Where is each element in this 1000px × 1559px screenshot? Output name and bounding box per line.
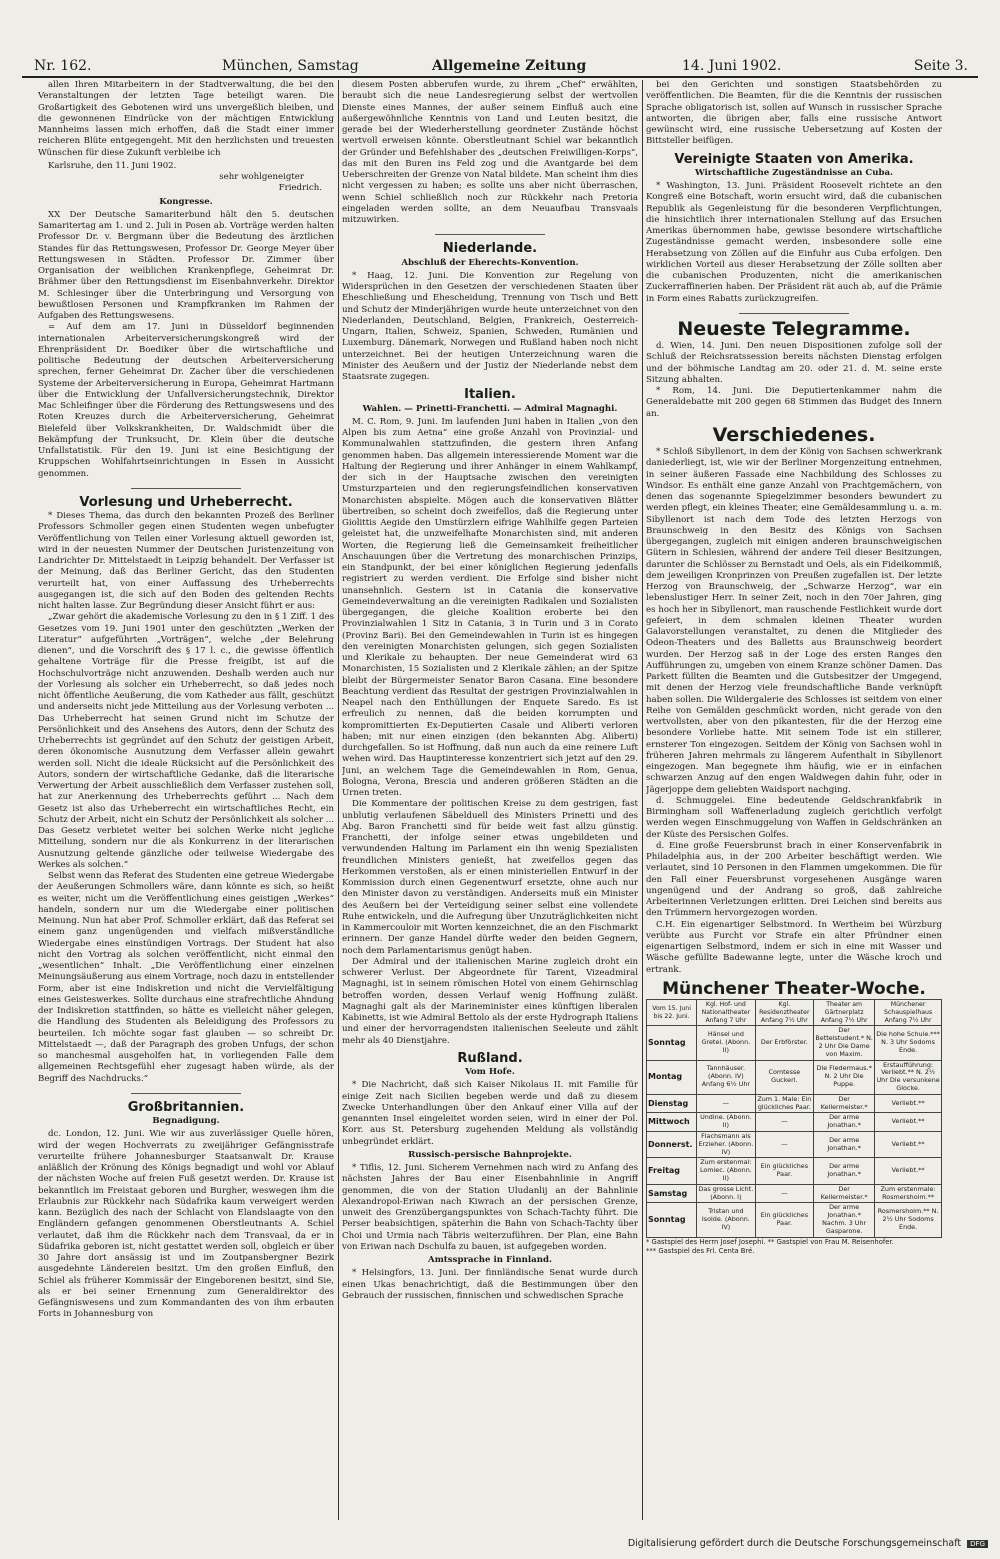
table-cell: Ein glückliches Paar. (755, 1158, 814, 1184)
section-subheading: Wirtschaftliche Zugeständnisse an Cuba. (694, 167, 894, 178)
section-heading: Vorlesung und Urheberrecht. (79, 494, 293, 510)
table-footnote: * Gastspiel des Herrn Josef Josephi. ** Gastspiel von Frau M. Reisenhofer. (646, 1237, 894, 1246)
table-row (647, 1158, 942, 1184)
article-text: * Die Nachricht, daß sich Kaiser Nikolaus II. mit Familie für einige Zeit nach Sicilien begeben werde und daß zu diesem Zwecke Unterhandlungen über den Ankauf einer Villa auf der genannten Insel eingeleitet worden seien, wird in einer der Pol. Korr. aus St. Petersburg zugehenden Meldung als vollständig unbegründet erklärt. (342, 1080, 638, 1147)
article-text: XX Der Deutsche Samariterbund hält den 5. deutschen Samaritertag am 1. und 2. Juli in Posen ab. Vorträge werden halten Professor Dr. v. Bergmann über die Bedeutung des ärztlichen Standes für das Rettungswesen, Professor Dr. George Meyer über Rettungswesen in Städten. Professor Dr. Zimmer über Organisation der weiblichen Krankenpflege, Geheimrat Dr. Brähmer über den Rettungsdienst im Eisenbahnverkehr. Direktor M. Schlesinger über die Unterbringung und Versorgung von bewußtlosen Personen und Krampfkranken im Rahmen der Aufgaben des Rettungswesens. (38, 209, 334, 321)
day-cell: Samstag (647, 1184, 697, 1203)
article-text: * Dieses Thema, das durch den bekannten Prozeß des Berliner Professors Schmoller gegen einen Studenten wegen unbefugter Veröffentlichung von Teilen einer Vorlesung aktuell geworden ist, wird in der neuesten Nummer der Deutschen Juristenzeitung von Landrichter Dr. Mittelstaedt in Leipzig behandelt. Der Verfasser ist der Meinung, daß das Berliner Gericht, das den Studenten verurteilt hat, von einer Auffassung des Urheberrechts ausgegangen ist, die sich auf den Boden des geltenden Rechts nicht halten lasse. Zur Begründung dieser Ansicht führt er aus: (38, 511, 334, 611)
section-heading: Rußland. (457, 1050, 523, 1066)
table-cell: Der arme Jonathan.* Nachm. 3 Uhr Gasparone. (814, 1203, 875, 1237)
section-subheading: Vom Hofe. (465, 1067, 515, 1077)
section-heading: Neueste Telegramme. (677, 317, 911, 340)
table-cell: Tristan und Isolde. (Abonn. IV) (697, 1203, 755, 1237)
section-heading: Verschiedenes. (712, 423, 876, 446)
day-cell: Dienstag (647, 1094, 697, 1113)
article-text: * Haag, 12. Juni. Die Konvention zur Regelung von Widersprüchen in den Gesetzen der verschiedenen Staaten über Eheschließung und Ehescheidung, Trennung von Tisch und Bett und Schutz der Minderjährigen wurde heute unterzeichnet von den Niederlanden, Deutschland, Belgien, Frankreich, Oesterreich-Ungarn, Italien, Schweiz, Spanien, Schweden, Rumänien und Luxemburg. Dänemark, Norwegen und Rußland haben noch nicht unterzeichnet. Bei der heutigen Unterzeichnung waren die Minister des Aeußern und der Justiz der Niederlande nebst dem Staatsrate zugegen. (342, 270, 638, 382)
day-cell: Sonntag (647, 1026, 697, 1060)
table-cell: Comtesse Guckerl. (755, 1060, 814, 1094)
article-text: diesem Posten abberufen wurde, zu ihrem „Chef“ erwählten, beraubt sich die neue Landesregierung selbst der wertvollen Dienste eines Mannes, der außer seinem Einfluß auch eine außergewöhnliche Kenntnis von Land und Leuten besitzt, die gerade bei der Wiederherstellung geordneter Zustände höchst wertvoll erweisen könnte. Oberstleutnant Schiel war bekanntlich der Gründer und Befehlshaber des „deutschen Freiwilligen-Korps“, das mit den Buren ins Feld zog und die Avantgarde bei dem Ueberschreiten der Grenze von Natal bildete. Man scheint ihm dies nicht vergessen zu haben; es sollte uns aber nicht überraschen, wenn Schiel schließlich noch zur Rückkehr nach Pretoria eingeladen werden sollte, an dem Neuaufbau Transvaals mitzuwirken. (342, 80, 638, 225)
digitization-footer (628, 1538, 988, 1549)
column-header: Vom 15. Juni bis 22. Juni. (647, 1000, 697, 1026)
theater-title: Münchener Theater-Woche. (662, 978, 926, 999)
table-cell: Verliebt.** (875, 1094, 942, 1113)
day-cell: Montag (647, 1060, 697, 1094)
dfg-logo: DFG (967, 1540, 988, 1548)
table-cell: Der Kellermeister.* (814, 1094, 875, 1113)
table-footnote: *** Gastspiel des Frl. Centa Bré. (646, 1246, 755, 1255)
separator (131, 488, 241, 489)
article-text: d. Schmuggelei. Eine bedeutende Geldschrankfabrik in Birmingham soll Waffenerladung zugleich gerichtlich verfolgt werden wegen Einschmuggelung von Waffen in Geldschränken an der Küste des Persischen Golfes. (646, 795, 942, 840)
table-cell: — (697, 1094, 755, 1113)
column-1 (38, 80, 334, 1520)
article-text: d. Eine große Feuersbrunst brach in einer Konservenfabrik in Philadelphia aus, in der 200 Arbeiter beschäftigt werden. Wie verlautet, sind 10 Personen in den Flammen umgekommen. Die für den Fall einer Feuersbrunst vorgesehenen Ausgänge waren ungenügend und der Andrang so groß, daß zahlreiche Arbeiterinnen Verletzungen erlitten. Drei Leichen sind bereits aus den Trümmern hervorgezogen worden. (646, 840, 942, 919)
separator (435, 234, 545, 235)
table-cell: Undine. (Abonn. II) (697, 1113, 755, 1132)
table-row (647, 1131, 942, 1157)
table-cell: Die hohe Schule.*** N. 3 Uhr Sodoms Ende. (875, 1026, 942, 1060)
table-row (647, 1026, 942, 1060)
table-cell: Zum erstenmale: Rosmersholm.** (875, 1184, 942, 1203)
article-text: = Auf dem am 17. Juni in Düsseldorf beginnenden internationalen Arbeiterversicherungskongreß wird der Ehrenpräsident Dr. Boediker über die wirtschaftliche und politische Bedeutung der deutschen Arbeiterversicherung sprechen, ferner Geheimrat Dr. Zacher über die verschiedenen Systeme der Arbeiterversicherung in Europa, Geheimrat Hartmann über die Entwicklung der Unfallversicherungstechnik, Direktor Mac Schleifinger über die Förderung des Rettungswesens und des Roten Kreuzes durch die Arbeiterversicherung, Geheimrat Bielefeld über Volkskrankheiten, Dr. Waldschmidt über die Bekämpfung der Trunksucht, Dr. Klein über die deutsche Unfallstatistik. Für den 19. Juni ist eine Besichtigung der Kruppschen Wohlfahrtseinrichtungen in Essen in Aussicht genommen. (38, 322, 334, 479)
table-cell: Die Fledermaus.* N. 2 Uhr Die Puppe. (814, 1060, 875, 1094)
article-text: * Schloß Sibyllenort, in dem der König von Sachsen schwerkrank daniederliegt, ist, wie wir der Berliner Morgenzeitung entnehmen, in seiner äußeren Fassade eine Nachbildung des Schlosses zu Windsor. Es enthält eine ganze Anzahl von Prachtgemächern, von denen das sogenannte Spiegelzimmer besonders bewundert zu werden pflegt, ein kleines Theater, eine Gemäldesammlung u. a. m. Sibyllenort ist nach dem Tode des letzten Herzogs von Braunschweig in den Besitz des Königs von Sachsen übergegangen, zugleich mit einigen anderen braunschweigischen Gütern in Schlesien, während der andere Teil dieser Besitzungen, darunter die Schlösser zu Bernstadt und Oels, als ein Fideikommiß, dem jeweiligen Kronprinzen von Preußen zugefallen ist. Der letzte Herzog von Braunschweig, der „Schwarze Herzog“, war ein lebenslustiger Herr. In seiner Zeit, noch in den 70er Jahren, ging es hoch her in Sibyllenort, man rauschende Festlichkeit wurde dort gefeiert, in dem schmalen kleinen Theater wurden Galavorstellungen veranstaltet, zu denen die Mitglieder des Odeon-Theaters und des Balletts aus Braunschweig beordert wurden. Der Herzog saß in der Loge des ersten Ranges den Aufführungen zu, umgeben von einem Kranze schöner Damen. Das Parkett füllten die Beamten und die Gutsbesitzer der Umgegend, mit denen der Herzog viele freundschaftliche Bande verknüpft haben sollen. Die Wildergalerie des Schlosses ist seitdem von einer Reihe von Gemälden geschmückt worden, nicht gerade von den wertvollsten, aber von den pikantesten, für die der Herzog eine besondere Vorliebe hatte. Mit seinem Tode ist ein stillerer, ernsterer Ton eingezogen. Seitdem der König von Sachsen wohl in früheren Jahren mehrmals zu längerem Aufenthalt in Sibyllenort eingezogen. Man begegnete ihm häufig, wie er in einfachen schwarzen Anzug auf den engen Waldwegen dahin fuhr, oder in Jägerjoppe dem geliebten Waidsport nachging. (646, 447, 942, 795)
theater-table (646, 999, 942, 1238)
article-text: M. C. Rom, 9. Juni. Im laufenden Juni haben in Italien „von den Alpen bis zum Aetna“ eine große Anzahl von Provinzial- und Kommunalwahlen stattzufinden, die gestern ihren Anfang genommen haben. Das allgemein interessierende Moment war die Haltung der Regierung und ihrer Anhänger in einem Wahlkampf, der sich in der Hauptsache zwischen den vereinigten Umsturzparteien und den regierungsfeindlichen konservativen Monarchisten abspielte. Mögen auch die konservativen Blätter übertreiben, so scheint doch zweifellos, daß die Regierung unter Giolittis Aegide den Umstürzlern eifrige Wahlhilfe gegen Parteien geleistet hat, die unzweifelhafte Monarchisten sind, mit anderen Worten, die Regierung ließ die Gemeinsamkeit freiheitlicher Anschauungen über die Vertretung des monarchischen Prinzips, ein Standpunkt, der bei einer königlichen Regierung jedenfalls registriert zu werden verdient. Die Erfolge sind bisher nicht unansehnlich. Gestern ist in Catania die konservative Gemeindeverwaltung an die vereinigten Radikalen und Sozialisten übergegangen, die gleiche Koalition eroberte bei den Provinzialwahlen 1 Sitz in Catania, 3 in Turin und 3 in Corato (Provinz Bari). Bei den Gemeindewahlen in Turin ist es hingegen den vereinigten Monarchisten gelungen, sich gegen Sozialisten und Klerikale zu behaupten. Der neue Gemeinderat wird 63 Monarchisten, 15 Sozialisten und 2 Klerikale zählen; an der Spitze bleibt der Bürgermeister Senator Baron Casana. Eine besondere Beachtung verdient das Resultat der gestrigen Provinzialwahlen in Neapel nach den Enthüllungen der Enquete Saredo. Es ist erfreulich zu nennen, daß die beiden korrumpten und kompromittierten Ex-Deputierten Casale und Aliberti verloren haben; mit nur einen einzigen (den bekannten Abg. Aliberti) durchgefallen. So ist Hoffnung, daß nun auch da eine reinere Luft wehen wird. Das Hauptinteresse konzentriert sich jetzt auf den 29. Juni, an welchem Tage die Gemeindewahlen in Rom, Genua, Bologna, Verona, Brescia und anderen größeren Städten an die Urnen treten. (342, 416, 638, 798)
section-subheading: Abschluß der Eherechts-Konvention. (401, 257, 579, 268)
page-number: Seite 3. (913, 58, 968, 74)
article-text: * Tiflis, 12. Juni. Sicherem Vernehmen nach wird zu Anfang des nächsten Jahres der Bau einer Eisenbahnlinie in Angriff genommen, die von der Station Uludanlij an der Bahnlinie Alexandropol-Eriwan nach Kiwrach an der persischen Grenze, unweit des Grenzübergangspunktes von Schach-Tachty führt. Die Perser beabsichtigen, späterhin die Bahn von Schach-Tachty über Choi und Urmia nach Täbris weiterzuführen. Der Plan, eine Bahn von Eriwan nach Dschulfa zu bauen, ist aufgegeben worden. (342, 1163, 638, 1252)
table-cell: Der Kellermeister.* (814, 1184, 875, 1203)
article-text: C.H. Ein eigenartiger Selbstmord. In Wertheim bei Würzburg verübte aus Furcht vor Strafe ein alter Pfründner einen eigenartigen Selbstmord, indem er sich in eine mit Wasser und Wäsche gefüllte Badewanne legte, unter die Wäsche kroch und ertrank. (646, 919, 942, 975)
column-header: Theater am Gärtnerplatz Anfang 7½ Uhr (814, 1000, 875, 1026)
table-cell: Tannhäuser. (Abonn. IV) Anfang 6½ Uhr (697, 1060, 755, 1094)
letter-place: Karlsruhe, den 11. Juni 1902. (48, 160, 177, 171)
section-heading: Italien. (464, 387, 516, 403)
issue-date: 14. Juni 1902. (682, 58, 782, 74)
letter-signature: Friedrich. (278, 183, 322, 194)
page-header (22, 58, 978, 78)
day-cell: Donnerst. (647, 1131, 697, 1157)
section-heading: Großbritannien. (127, 1099, 245, 1115)
day-cell: Freitag (647, 1158, 697, 1184)
table-row (647, 1094, 942, 1113)
section-subheading: Russisch-persische Bahnprojekte. (408, 1149, 572, 1160)
issue-number: Nr. 162. (34, 58, 92, 74)
table-cell: Der arme Jonathan.* (814, 1158, 875, 1184)
article-text: d. Wien, 14. Juni. Den neuen Dispositionen zufolge soll der Schluß der Reichsratssession bereits nächsten Dienstag erfolgen und der böhmische Landtag am 20. oder 21. d. M. seine erste Sitzung abhalten. (646, 341, 942, 385)
table-cell: Rosmersholm.** N. 2½ Uhr Sodoms Ende. (875, 1203, 942, 1237)
table-cell: Der arme Jonathan.* (814, 1131, 875, 1157)
column-rule (642, 80, 643, 1520)
table-cell: Das grosse Licht. (Abonn. I) (697, 1184, 755, 1203)
column-rule (338, 80, 339, 1520)
footer-text: Digitalisierung gefördert durch die Deutsche Forschungsgemeinschaft (627, 1538, 962, 1549)
table-header-row (647, 1000, 942, 1026)
article-text: * Helsingfors, 13. Juni. Der finnländische Senat wurde durch einen Ukas benachrichtigt, daß die Bestimmungen über den Gebrauch der russischen, finnischen und schwedischen Sprache (342, 1268, 638, 1301)
table-cell: — (755, 1131, 814, 1157)
table-cell: — (755, 1113, 814, 1132)
article-text: dc. London, 12. Juni. Wie wir aus zuverlässiger Quelle hören, wird der wegen Hochverrats zu zweijähriger Gefängnisstrafe verurteilte frühere Johannesburger Staatsanwalt Dr. Krause anläßlich der Krönung des Königs begnadigt und wohl vor Ablauf der nächsten Woche auf freien Fuß gesetzt werden. Dr. Krause ist bekanntlich im Freistaat geboren und Burgher, weswegen ihm die Erlaubnis zur Rückkehr nach Südafrika kaum verweigert werden kann. Bezüglich des nach der Schlacht von Elandslaagte von den Engländern gefangen genommenen Oberstleutnants A. Schiel verlautet, daß ihm die Rückkehr nach dem Transvaal, da er in Südafrika geboren ist, nicht gestattet werden soll, obgleich er über 30 Jahre dort ansässig ist und im Zoutpansbergner Bezirk ausgedehnte Ländereien besitzt. Um den großen Einfluß, den Schiel als früherer Kommissär der Eingeborenen besitzt, sind Sie, als er bei seiner Ernennung zum Generaldirektor des Gefängniswesens und zum Kommandanten des von ihm erbauten Forts in Johannesburg von (38, 1129, 334, 1320)
section-subheading: Begnadigung. (152, 1116, 220, 1126)
letter-closing: sehr wohlgeneigter (219, 172, 304, 182)
article-text: Selbst wenn das Referat des Studenten eine getreue Wiedergabe der Aeußerungen Schmollers wäre, dann könnte es sich, so heißt es weiter, nicht um die Veröffentlichung eines geistigen „Werkes“ handeln, sondern nur um die Wiedergabe einer politischen Meinung. Nun hat aber Prof. Schmoller erklärt, daß das Referat sei einem ganz ungenügenden und vielfach mißverständliche Wiedergabe eines einstündigen Vortrags. Der Student hat also nicht den Vortrag als solchen veröffentlicht, nicht einmal den „wesentlichen“ Inhalt. „Die Veröffentlichung einer einzelnen Meinungsäußerung aus einem Vortrage, noch dazu in entstellender Form, aber ist eine Indiskretion und nicht die Vervielfältigung eines Geisteswerkes. Sollte durchaus eine strafrechtliche Ahndung der Indiskretion stattfinden, so hätte es vielleicht näher gelegen, die Handlung des Studenten als Beleidigung des Professors zu beurteilen. Ich möchte sogar fast glauben — so schreibt Dr. Mittelstaedt —, daß der Paragraph des groben Unfugs, der schon so manchesmal ausgeholfen hat, in vorliegenden Falle dem allgemeinen Rechtsgefühl eher zugesagt haben würde, als der Begriff des Nachdrucks.“ (38, 871, 334, 1084)
table-cell: Verliebt.** (875, 1158, 942, 1184)
table-cell: Flachsmann als Erzieher. (Abonn. IV) (697, 1131, 755, 1157)
day-cell: Mittwoch (647, 1113, 697, 1132)
article-text: allen Ihren Mitarbeitern in der Stadtverwaltung, die bei den Veranstaltungen der letzten Tage beteiligt waren. Die Großartigkeit des Gebotenen wird uns unvergeßlich bleiben, und die gewonnenen Eindrücke von der mächtigen Entwicklung Mannheims lassen mich erhoffen, daß die Stadt einer immer reicheren Blüte entgegengeht. Mit den herzlichsten und treuesten Wünschen für diese Zukunft verbleibe ich (38, 80, 334, 158)
place-date: München, Samstag (222, 58, 359, 74)
section-subheading: Wahlen. — Prinetti-Franchetti. — Admiral Magnaghi. (362, 403, 618, 414)
section-heading: Vereinigte Staaten von Amerika. (674, 151, 914, 167)
day-cell: Sonntag (647, 1203, 697, 1237)
article-text: * Rom, 14. Juni. Die Deputiertenkammer nahm die Generaldebatte mit 200 gegen 68 Stimmen das Budget des Innern an. (646, 386, 942, 419)
section-heading: Niederlande. (442, 241, 538, 257)
table-cell: Der Bettelstudent.* N. 2 Uhr Die Dame von Maxim. (814, 1026, 875, 1060)
table-row (647, 1060, 942, 1094)
table-cell: — (755, 1184, 814, 1203)
table-cell: Verliebt.** (875, 1113, 942, 1132)
separator (131, 1093, 241, 1094)
table-cell: Ein glückliches Paar. (755, 1203, 814, 1237)
section-subheading: Amtssprache in Finnland. (428, 1255, 552, 1265)
table-cell: Zum 1. Male: Ein glückliches Paar. (755, 1094, 814, 1113)
table-cell: Verliebt.** (875, 1131, 942, 1157)
header-rule (22, 76, 978, 78)
article-text: * Washington, 13. Juni. Präsident Roosevelt richtete an den Kongreß eine Botschaft, worin ersucht wird, daß die cubanischen Republik als Gegenleistung für die besonderen Verpflichtungen, die hinsichtlich ihrer internationalen Stellung auf das Ersuchen Amerikas übernommen habe, gewisse besondere wirtschaftliche Zugeständnisse gemacht werden, insbesondere solle eine Herabsetzung von Zöllen auf die Einfuhr aus Cuba erfolgen. Den wirklichen Vorteil aus dieser Herabsetzung der Zölle sollten aber die cubanischen Produzenten, nicht die amerikanischen Zuckerraffinerien haben. Der Präsident rät auch ab, auf die Prämie in Form eines Rabatts zurückzugreifen. (646, 181, 942, 304)
newspaper-title: Allgemeine Zeitung (432, 58, 587, 74)
section-subheading: Kongresse. (159, 196, 213, 207)
column-header: Kgl. Hof- und Nationaltheater Anfang 7 Uhr (697, 1000, 755, 1026)
column-header: Münchener Schauspielhaus Anfang 7½ Uhr (875, 1000, 942, 1026)
table-cell: Hänsel und Gretel. (Abonn. II) (697, 1026, 755, 1060)
column-2 (342, 80, 638, 1520)
table-row (647, 1184, 942, 1203)
separator (739, 313, 849, 314)
column-3 (646, 80, 942, 1520)
column-header: Kgl. Residenztheater Anfang 7½ Uhr (755, 1000, 814, 1026)
table-cell: Der arme Jonathan.* (814, 1113, 875, 1132)
table-cell: Der Erbförster. (755, 1026, 814, 1060)
table-row (647, 1113, 942, 1132)
article-text: „Zwar gehört die akademische Vorlesung zu den in § 1 Ziff. 1 des Gesetzes vom 19. Juni 1901 unter den geschützten „Werken der Literatur“ aufgeführten „Vorträgen“, welche „der Belehrung dienen“, und die Vorschrift des § 17 l. c., die gewisse öffentlich gehaltene Vorträge für die Presse freigibt, ist auf die Hochschulvorträge nicht anzuwenden. Deshalb werden auch nur der Vorlesung als solcher ein Urheberrecht, so daß jedes noch nicht öffentliche Aeußerung, die vom Katheder aus fällt, geschützt und anderseits nicht jede Mitteilung aus der Vorlesung verboten ... Das Urheberrecht hat seinen Grund nicht im Schutze der Persönlichkeit und des Ansehens des Autors, denn der Schutz des Urheberrechts ist gegründet auf den Schutz der geistigen Arbeit, deren ökonomische Ausnutzung dem Verfasser allein gewahrt werden soll. Nicht die ideale Rücksicht auf die Persönlichkeit des Autors, sondern der wirtschaftliche Gedanke, daß die literarische Verwertung der Arbeit ausschließlich dem Verfasser zustehen soll, hat zur Anerkennung des Urheberrechts geführt ... Nach dem Gesetz ist also das Urheberrecht ein wirtschaftliches Recht, ein Schutz der Arbeit, nicht ein Schutz der Persönlichkeit als solcher ... Das Gesetz verbietet weiter bei solchen Werke nicht jegliche Mitteilung, sondern nur die als Konkurrenz in der literarischen Ausnutzung geltende gänzliche oder teilweise Wiedergabe des Werkes als solchen.“ (38, 612, 334, 870)
article-text: Der Admiral und der italienischen Marine zugleich droht ein schwerer Verlust. Der Abgeordnete für Tarent, Vizeadmiral Magnaghi, ist in seinem römischen Hotel von einem Gehirnschlag betroffen worden, dessen Verlauf wenig Hoffnung zuläßt. Magnaghi galt als der Marineminister eines künftigen liberalen Kabinetts, ist wie Admiral Bettolo als der erste Hydrograph Italiens und einer der hervorragendsten italienischen Seeleute und zählt mehr als 40 Dienstjahre. (342, 956, 638, 1046)
table-cell: Erstaufführung: Verliebt.** N. 2½ Uhr Die versunkene Glocke. (875, 1060, 942, 1094)
table-cell: Zum erstenmal: Lomiec. (Abonn. II) (697, 1158, 755, 1184)
article-text: Die Kommentare der politischen Kreise zu dem gestrigen, fast unblutig verlaufenen Säbelduell des Ministers Prinetti und des Abg. Baron Franchetti sind für beide weit fast allzu günstig. Franchetti, der infolge seiner etwas ungebildeten und verwundenden Haltung im Parlament ein ihn wenig Spezialisten freundlichen Ministers genießt, hat zweifellos gegen das Herkommen verstoßen, als er einen ministeriellen Entwurf in der Kommission durch einen Gegenentwurf ersetzte, ohne auch nur den Minister davon zu verständigen. Anderseits muß ein Minister des Aeußern bei der Verteidigung seiner selbst eine vollendete Ruhe entwickeln, und die Aufregung über Unzuträglichkeiten nicht in Kammercouloir mit Worten kennzeichnet, die an den Fischmarkt erinnern. Der ganze Handel dürfte weder den beiden Gegnern, noch dem Parlamentarismus genügt haben. (342, 799, 638, 956)
article-text: bei den Gerichten und sonstigen Staatsbehörden zu veröffentlichen. Die Beamten, für die die Kenntnis der russischen Sprache obligatorisch ist, sollen auf Wunsch in russischer Sprache antworten, die übrigen aber, falls eine russische Antwort gewünscht wird, eine russische Uebersetzung auf Kosten der Bittsteller beifügen. (646, 80, 942, 147)
table-row (647, 1203, 942, 1237)
